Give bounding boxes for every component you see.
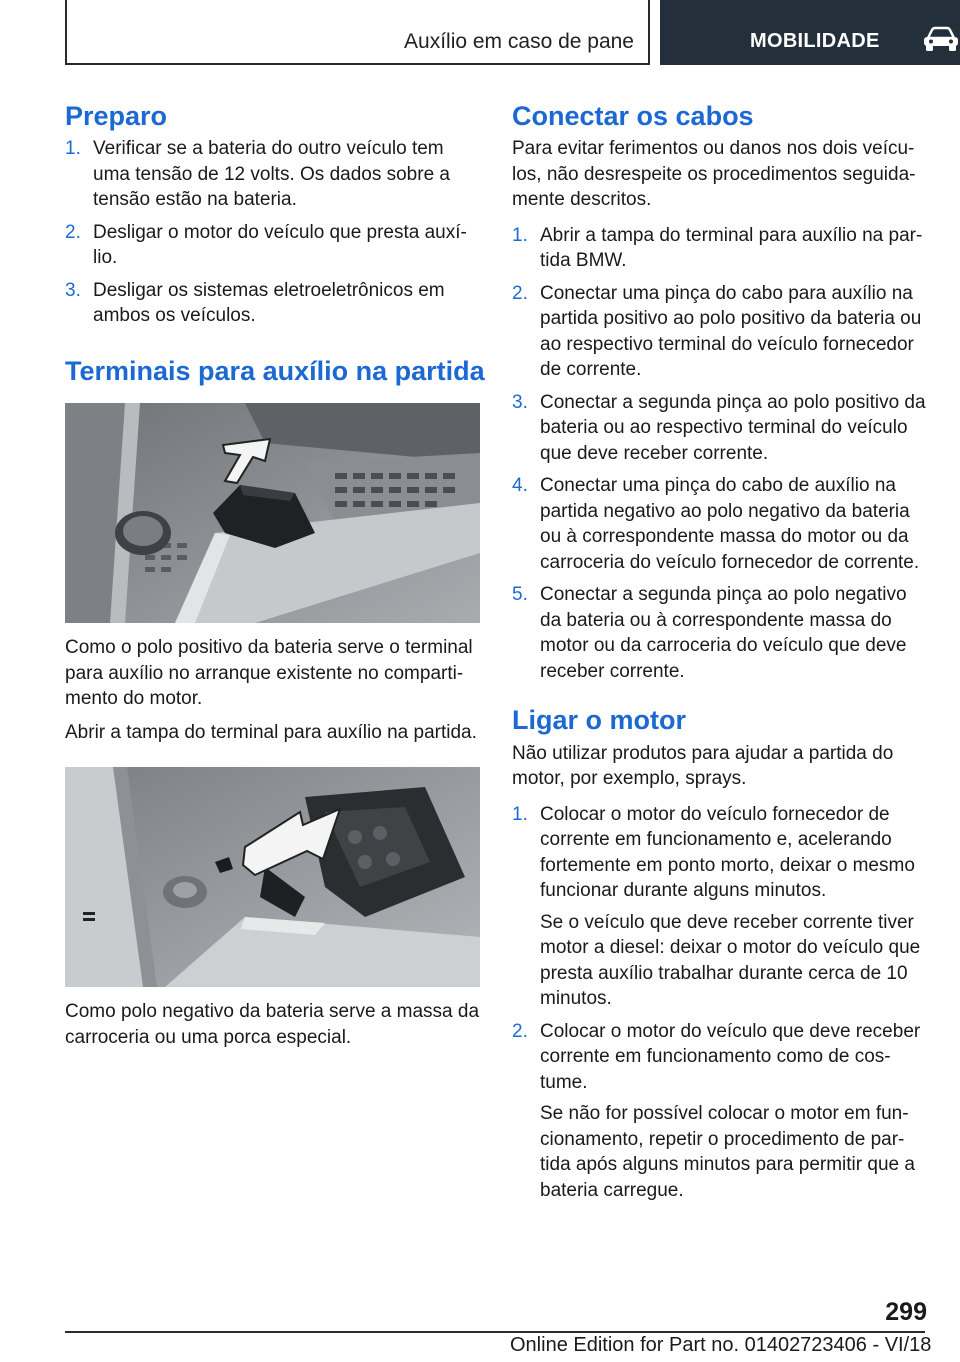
ligar-intro: Não utilizar produtos para ajudar a partida do motor, por exemplo, sprays. (512, 742, 894, 790)
page-number: 299 (885, 1298, 927, 1326)
header-chapter-label: MOBILIDADE (750, 30, 880, 52)
negative-terminal-photo (65, 767, 480, 987)
list-item: 5. Conectar a segunda pinça ao polo negativo da bateria ou à correspondente massa do motor ou da carroceria do veículo que deve receber corrente. (512, 584, 907, 682)
left-column (65, 100, 485, 1058)
list-item: 3. Conectar a segunda pinça ao polo positivo da bateria ou ao respectivo terminal do veículo que deve receber corrente. (512, 391, 926, 464)
caption-positive-terminal: Como o polo positivo da bateria serve o terminal para auxílio no arranque existente no comparti‐ mento do motor. (65, 637, 473, 710)
list-item: 1. Verificar se a bateria do outro veículo tem uma tensão de 12 volts. Os dados sobre a tensão estão na bateria. (65, 138, 450, 211)
list-item: 1. Colocar o motor do veículo fornecedor de corrente em funcionamento e, acelerando fortemente em ponto morto, deixar o mesmo funcionar durante alguns minutos. Se o veículo que deve receber corrente tiver motor a diesel: deixar o motor do veículo que presta auxílio trabalhar durante cerca de 10 minutos. (512, 802, 932, 1012)
right-column (512, 100, 932, 1210)
list-item: 2. Conectar uma pinça do cabo para auxílio na partida positivo ao polo positivo da bateria ou ao respectivo terminal do veículo fornecedor de corrente. (512, 282, 922, 381)
car-icon (922, 26, 960, 52)
header-chapter-tab[interactable] (660, 0, 960, 65)
list-item: 2. Desligar o motor do veículo que presta auxí‐ lio. (65, 221, 467, 269)
preparo-steps (65, 136, 485, 329)
list-item-note: Se não for possível colocar o motor em fun‐ cionamento, repetir o procedimento de par‐ tida após alguns minutos para permitir que a bateria carregue. (540, 1103, 915, 1201)
list-item: 3. Desligar os sistemas eletroeletrônicos em ambos os veículos. (65, 279, 445, 327)
heading-conectar: Conectar os cabos (512, 101, 754, 131)
heading-terminais: Terminais para auxílio na partida (65, 355, 485, 386)
list-item-note: Se o veículo que deve receber corrente tiver motor a diesel: deixar o motor do veículo que presta auxílio trabalhar durante cerca de 10 minutos. (540, 911, 921, 1010)
caption-open-cover: Abrir a tampa do terminal para auxílio na partida. (65, 721, 477, 743)
footer-edition-text: Online Edition for Part no. 01402723406 - VI/18 (510, 1334, 932, 1356)
conectar-steps (512, 223, 932, 685)
heading-ligar: Ligar o motor (512, 705, 686, 736)
list-item: 1. Abrir a tampa do terminal para auxílio na par‐ tida BMW. (512, 224, 923, 272)
list-item: 2. Colocar o motor do veículo que deve receber corrente em funcionamento como de cos‐ tume. Se não for possível colocar o motor em fun‐ cionamento, repetir o procedimento de par‐ tida após alguns minutos para permitir que a bateria carregue. (512, 1019, 932, 1204)
footer-divider (65, 1331, 925, 1333)
positive-terminal-photo (65, 403, 480, 623)
heading-preparo: Preparo (65, 101, 168, 131)
header-section-title: Auxílio em caso de pane (404, 30, 634, 53)
header-section-box (65, 0, 650, 65)
ligar-steps (512, 802, 932, 1204)
conectar-intro: Para evitar ferimentos ou danos nos dois veícu‐ los, não desrespeite os procedimentos seguida‐ mente descritos. (512, 138, 916, 211)
list-item: 4. Conectar uma pinça do cabo de auxílio na partida negativo ao polo negativo da bateria ou à correspondente massa do motor ou da carroceria do veículo fornecedor de corrente. (512, 475, 920, 573)
caption-negative-terminal: Como polo negativo da bateria serve a massa da carroceria ou uma porca especial. (65, 1001, 480, 1048)
